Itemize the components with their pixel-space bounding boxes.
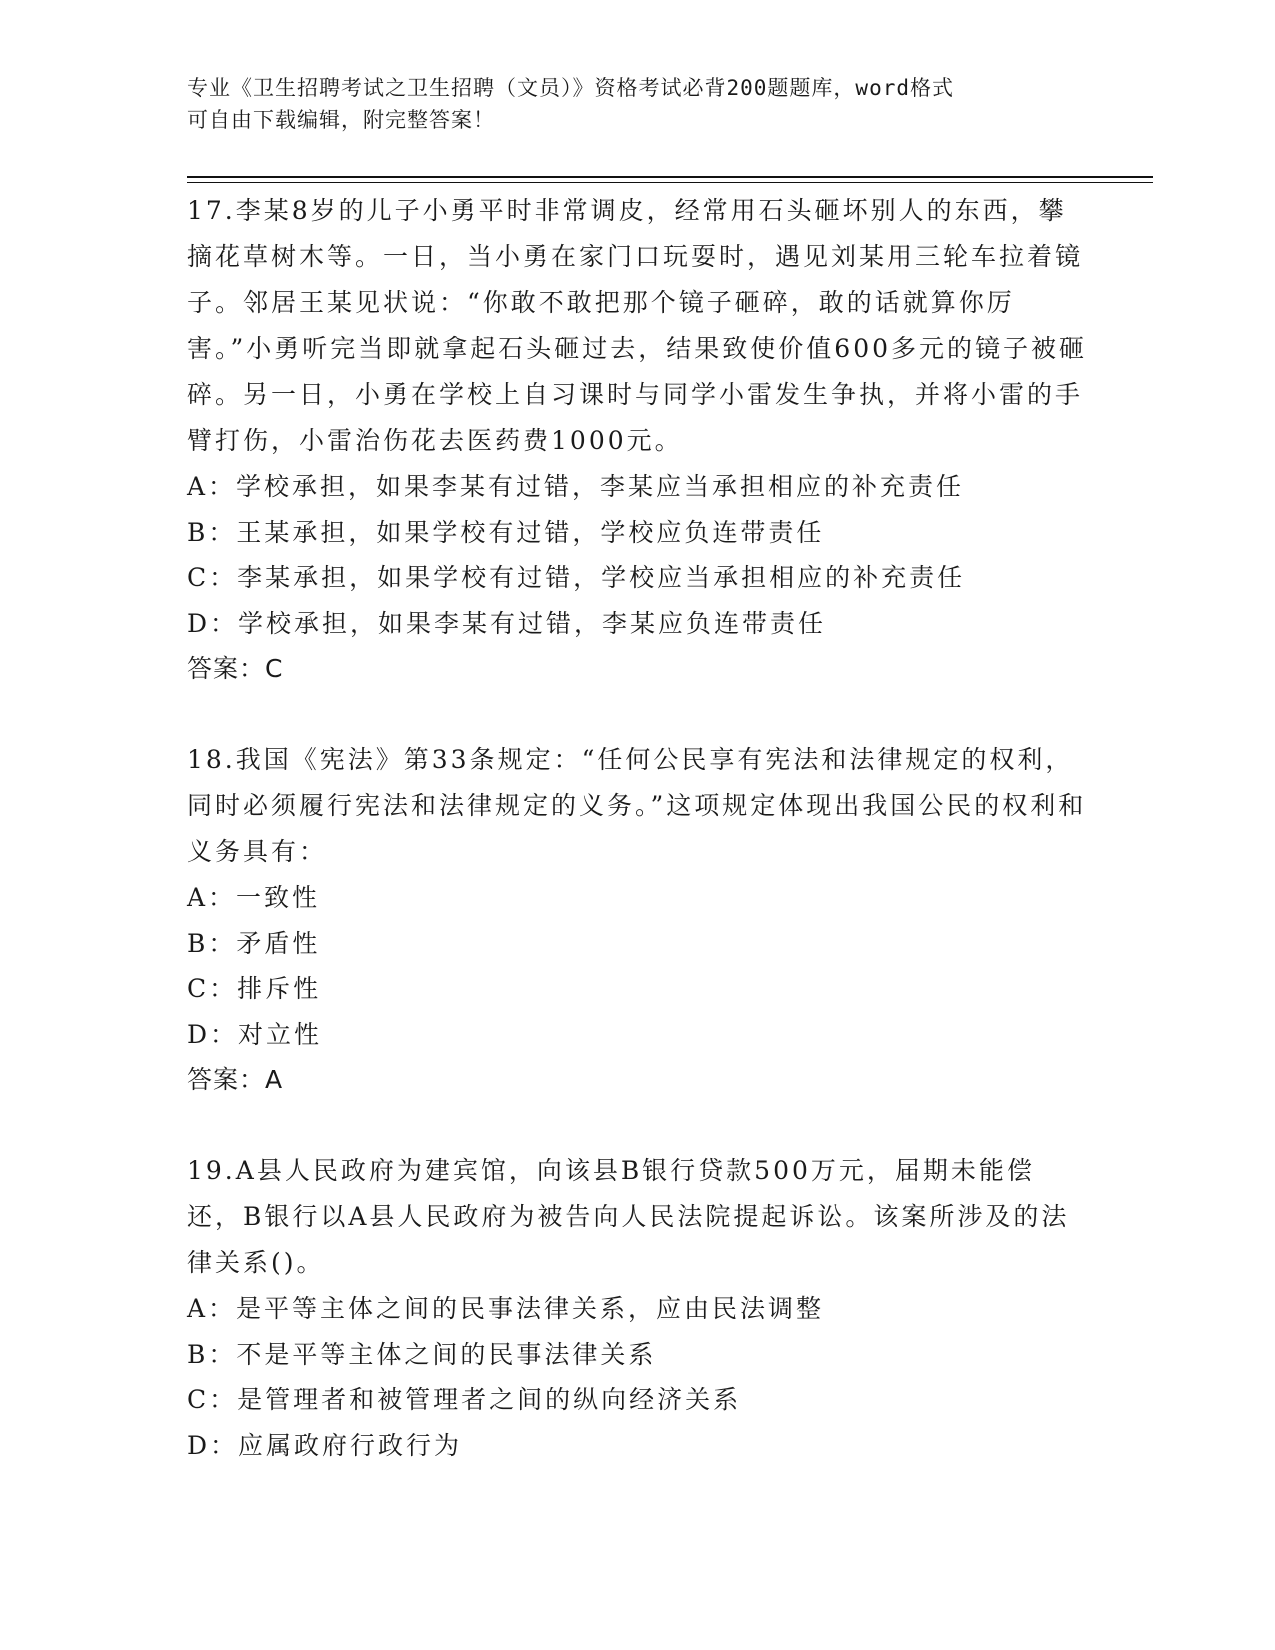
option-d: D：对立性 <box>187 1019 323 1049</box>
option-c: C：李某承担，如果学校有过错，学校应当承担相应的补充责任 <box>187 563 966 592</box>
option-b: B：矛盾性 <box>187 928 321 958</box>
question-spacer <box>187 1103 1087 1148</box>
question-text: 19.A县人民政府为建宾馆，向该县B银行贷款500万元，届期未能偿还，B银行以A县人民政府为被告向人民法院提起诉讼。该案所涉及的法律关系()。 <box>187 1156 1070 1277</box>
question-18 <box>187 737 1087 1103</box>
option-c: C：是管理者和被管理者之间的纵向经济关系 <box>187 1385 742 1414</box>
option-a: A：一致性 <box>187 883 321 912</box>
option-a: A：是平等主体之间的民事法律关系，应由民法调整 <box>187 1294 825 1323</box>
document-body <box>187 188 1087 1468</box>
question-text: 17.李某8岁的儿子小勇平时非常调皮，经常用石头砸坏别人的东西，攀摘花草树木等。一日，当小勇在家门口玩耍时，遇见刘某用三轮车拉着镜子。邻居王某见状说：“你敢不敢把那个镜子砸碎，敢的话就算你厉害。”小勇听完当即就拿起石头砸过去，结果致使价值600多元的镜子被砸碎。另一日，小勇在学校上自习课时与同学小雷发生争执，并将小雷的手臂打伤，小雷治伤花去医药费1000元。 <box>187 196 1088 455</box>
question-text: 18.我国《宪法》第33条规定：“任何公民享有宪法和法律规定的权利，同时必须履行宪法和法律规定的义务。”这项规定体现出我国公民的权利和义务具有： <box>187 745 1087 866</box>
header-line-1: 专业《卫生招聘考试之卫生招聘（文员）》资格考试必背200题题库，word格式 <box>187 76 954 100</box>
answer: 答案：A <box>187 1065 284 1094</box>
option-c: C：排斥性 <box>187 974 322 1003</box>
option-d: D：应属政府行政行为 <box>187 1430 463 1460</box>
header-divider-thick <box>187 176 1153 178</box>
answer: 答案：C <box>187 654 284 683</box>
option-b: B：不是平等主体之间的民事法律关系 <box>187 1339 657 1369</box>
question-19 <box>187 1148 1087 1468</box>
question-spacer <box>187 692 1087 737</box>
option-a: A：学校承担，如果李某有过错，李某应当承担相应的补充责任 <box>187 472 965 501</box>
question-17 <box>187 188 1087 692</box>
option-d: D：学校承担，如果李某有过错，李某应负连带责任 <box>187 608 827 638</box>
header-line-2: 可自由下载编辑，附完整答案！ <box>187 108 495 132</box>
header-divider-thin <box>187 182 1153 183</box>
document-header <box>187 72 1087 136</box>
option-b: B：王某承担，如果学校有过错，学校应负连带责任 <box>187 517 825 547</box>
